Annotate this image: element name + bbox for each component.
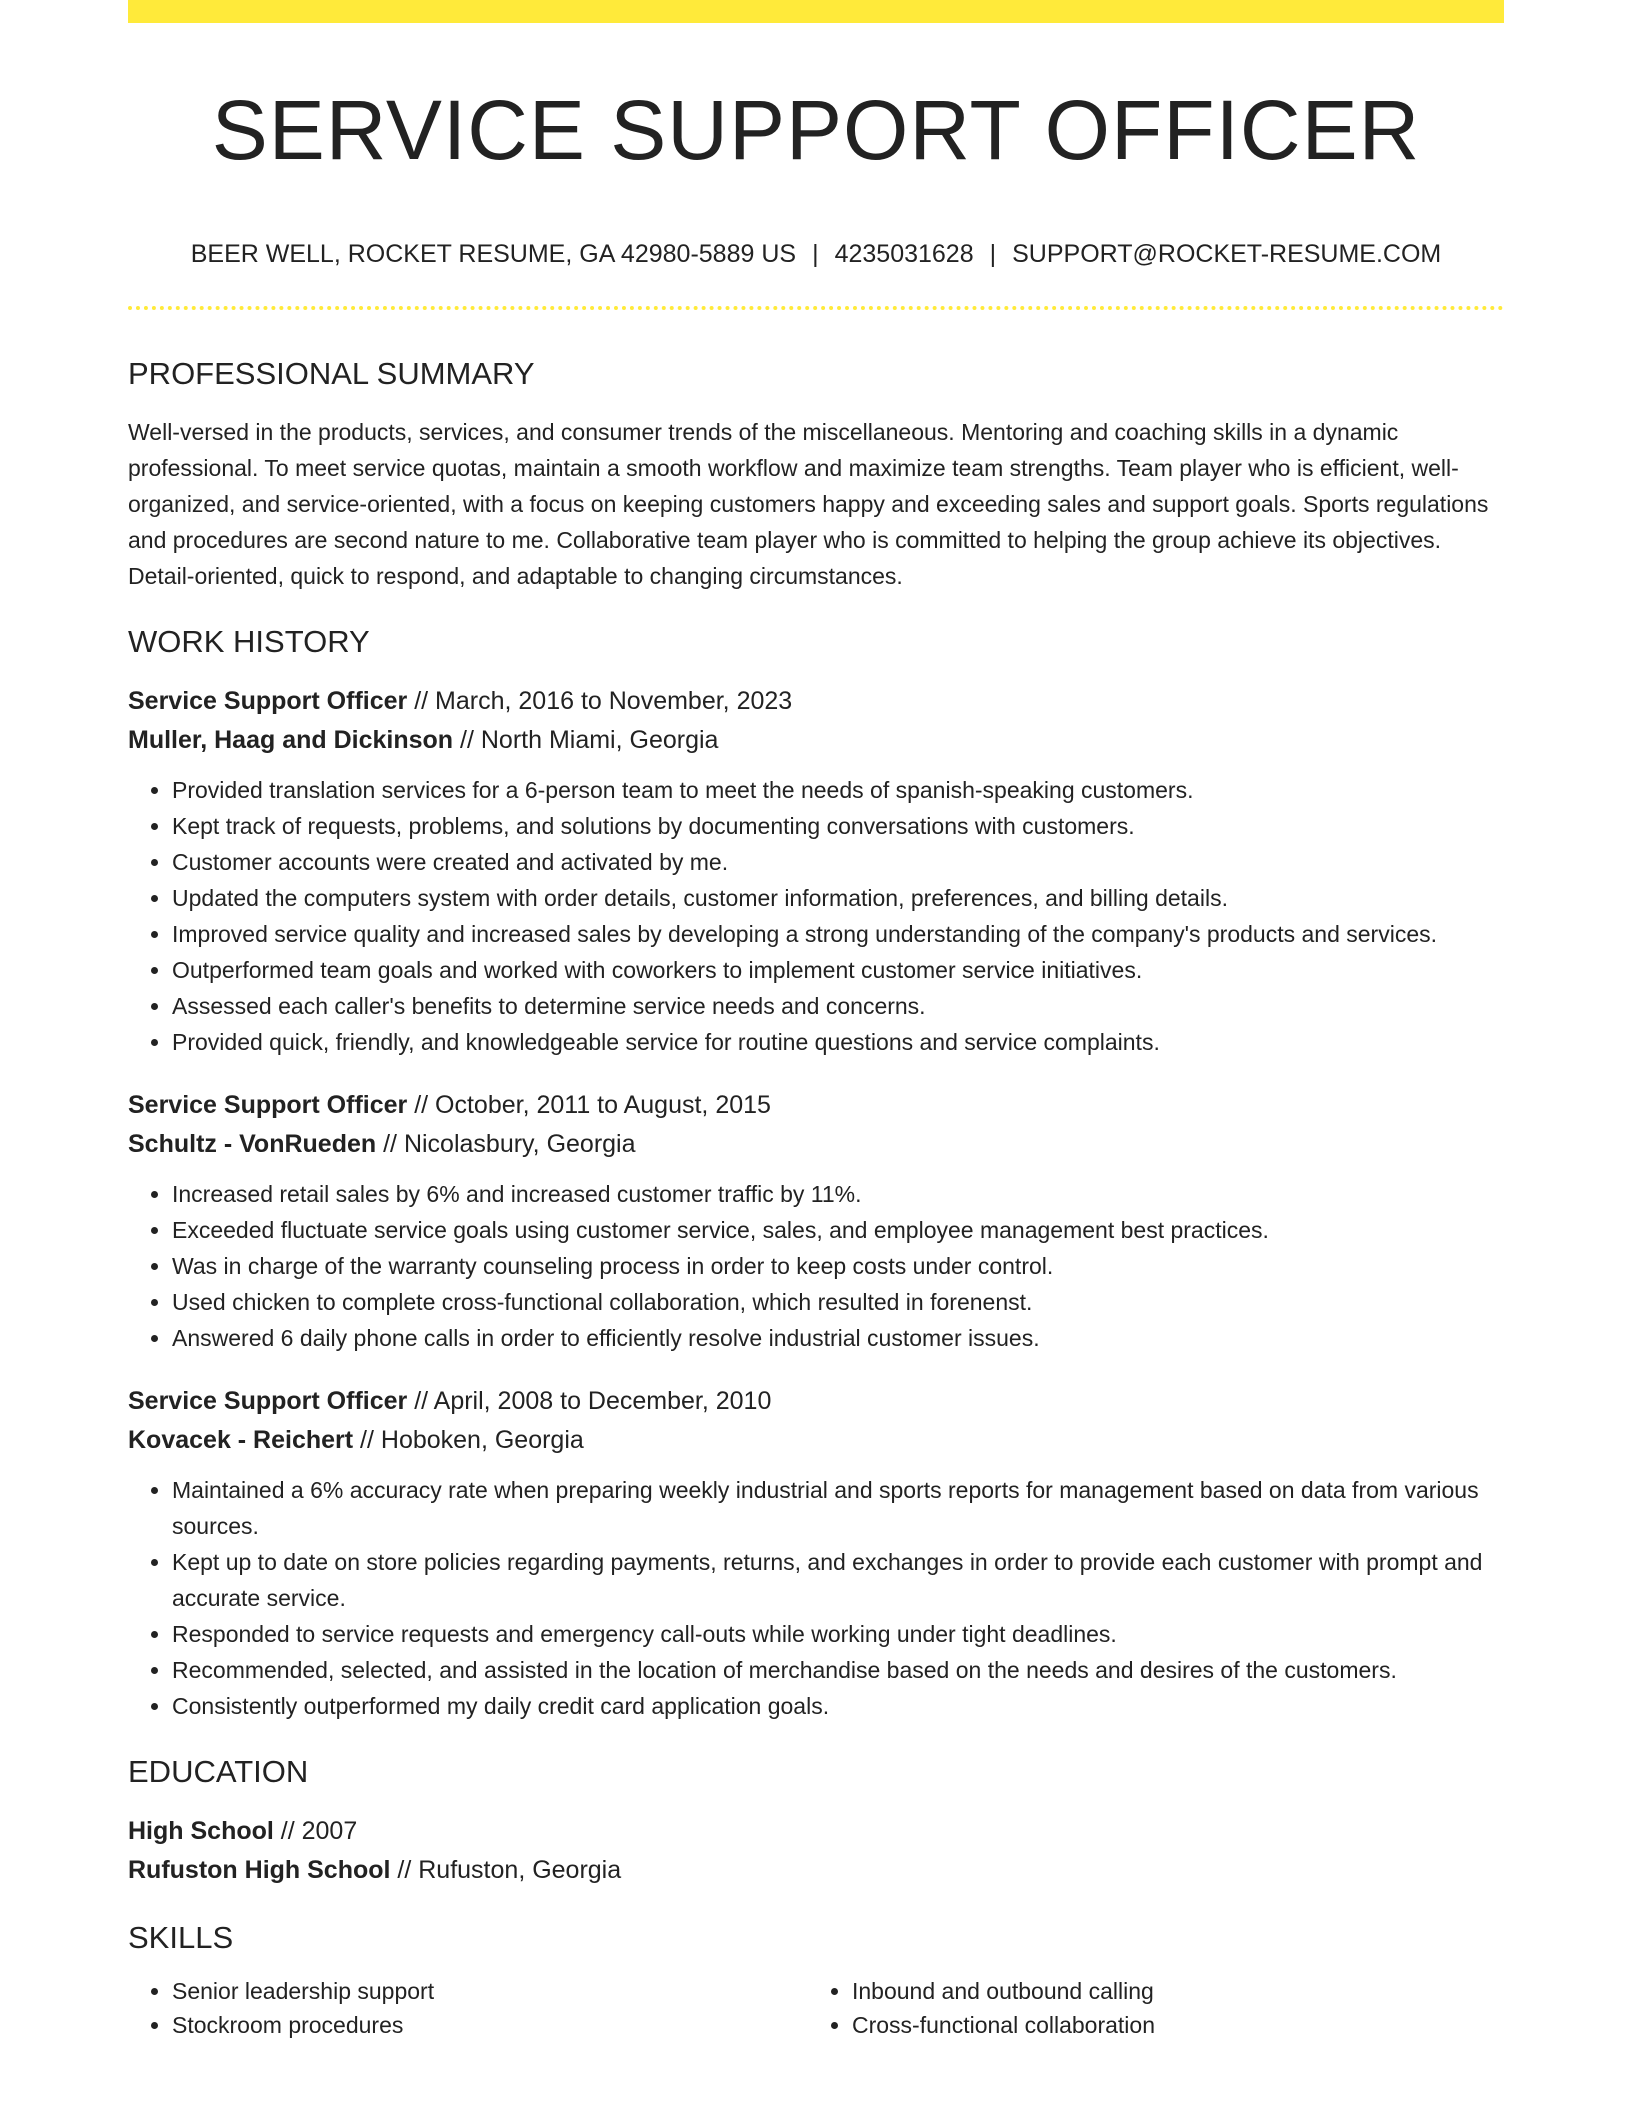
job-company-line	[128, 721, 1504, 760]
list-item: • Responded to service requests and emergency call-outs while working under tight deadlines.	[172, 1616, 1504, 1652]
list-item: • Outperformed team goals and worked with coworkers to implement customer service initiatives.	[172, 952, 1504, 988]
job-location: // Hoboken, Georgia	[353, 1426, 584, 1454]
job-company: Schultz - VonRueden	[128, 1130, 377, 1158]
job-entry	[128, 1086, 1504, 1356]
education-year: // 2007	[273, 1817, 358, 1845]
list-item: • Provided translation services for a 6-person team to meet the needs of spanish-speaking customers.	[172, 772, 1504, 808]
skills-title: SKILLS	[128, 1920, 234, 1955]
job-role-line	[128, 682, 1504, 721]
job-location: // North Miami, Georgia	[453, 726, 719, 754]
education-school: Rufuston High School	[128, 1856, 391, 1884]
list-item: • Recommended, selected, and assisted in the location of merchandise based on the needs and desires of the customers.	[172, 1652, 1504, 1688]
job-bullets	[128, 1472, 1504, 1724]
list-item: • Kept track of requests, problems, and solutions by documenting conversations with customers.	[172, 808, 1504, 844]
contact-separator: |	[989, 240, 997, 268]
list-item: • Cross-functional collaboration	[852, 2008, 1488, 2042]
education-entry	[128, 1812, 1504, 1890]
education-school-line	[128, 1851, 1504, 1890]
contact-separator: |	[812, 240, 819, 268]
work-history-title: WORK HISTORY	[128, 624, 370, 659]
job-entry	[128, 1382, 1504, 1724]
skills-list-right	[808, 1974, 1488, 2042]
job-role: Service Support Officer	[128, 1387, 408, 1415]
skills-columns	[128, 1974, 1504, 2042]
job-location: // Nicolasbury, Georgia	[376, 1130, 636, 1158]
job-dates: // March, 2016 to November, 2023	[407, 687, 793, 715]
job-company-line	[128, 1125, 1504, 1164]
list-item: • Answered 6 daily phone calls in order to efficiently resolve industrial customer issues.	[172, 1320, 1504, 1356]
page-title: SERVICE SUPPORT OFFICER	[211, 83, 1421, 177]
job-role: Service Support Officer	[128, 1091, 408, 1119]
job-bullets	[128, 772, 1504, 1060]
job-role-line	[128, 1382, 1504, 1421]
contact-phone: 4235031628	[834, 240, 974, 268]
job-role-line	[128, 1086, 1504, 1125]
list-item: • Provided quick, friendly, and knowledgeable service for routine questions and service complaints.	[172, 1024, 1504, 1060]
education-location: // Rufuston, Georgia	[390, 1856, 622, 1884]
summary-text: Well-versed in the products, services, and consumer trends of the miscellaneous. Mentoring and coaching skills in a dynamic professional. To meet service quotas, maintain a smooth workflow and maximize team strengths. Team player who is efficient, well-organized, and service-oriented, with a focus on keeping customers happy and exceeding sales and support goals. Sports regulations and procedures are second nature to me. Collaborative team player who is committed to helping the group achieve its objectives. Detail-oriented, quick to respond, and adaptable to changing circumstances.	[128, 419, 1489, 589]
job-company-line	[128, 1421, 1504, 1460]
dotted-divider	[128, 306, 1504, 310]
contact-email: SUPPORT@ROCKET-RESUME.COM	[1012, 240, 1442, 268]
job-entry	[128, 682, 1504, 1060]
list-item: • Increased retail sales by 6% and increased customer traffic by 11%.	[172, 1176, 1504, 1212]
list-item: • Consistently outperformed my daily credit card application goals.	[172, 1688, 1504, 1724]
list-item: • Stockroom procedures	[172, 2008, 808, 2042]
education-degree: High School	[128, 1817, 274, 1845]
list-item: • Inbound and outbound calling	[852, 1974, 1488, 2008]
job-dates: // October, 2011 to August, 2015	[407, 1091, 771, 1119]
skills-list-left	[128, 1974, 808, 2042]
education-degree-line	[128, 1812, 1504, 1851]
job-company: Muller, Haag and Dickinson	[128, 726, 454, 754]
list-item: • Customer accounts were created and activated by me.	[172, 844, 1504, 880]
job-dates: // April, 2008 to December, 2010	[407, 1387, 772, 1415]
summary-title: PROFESSIONAL SUMMARY	[128, 356, 535, 391]
accent-bar	[128, 0, 1504, 23]
list-item: • Used chicken to complete cross-functional collaboration, which resulted in forenenst.	[172, 1284, 1504, 1320]
list-item: • Senior leadership support	[172, 1974, 808, 2008]
list-item: • Updated the computers system with order details, customer information, preferences, and billing details.	[172, 880, 1504, 916]
job-company: Kovacek - Reichert	[128, 1426, 354, 1454]
list-item: • Improved service quality and increased sales by developing a strong understanding of the company's products and services.	[172, 916, 1504, 952]
list-item: • Kept up to date on store policies regarding payments, returns, and exchanges in order to provide each customer with prompt and accurate service.	[172, 1544, 1504, 1616]
resume-content	[128, 352, 1504, 2042]
job-bullets	[128, 1176, 1504, 1356]
list-item: • Maintained a 6% accuracy rate when preparing weekly industrial and sports reports for management based on data from various sources.	[172, 1472, 1504, 1544]
education-title: EDUCATION	[128, 1754, 309, 1789]
job-role: Service Support Officer	[128, 687, 408, 715]
list-item: • Exceeded fluctuate service goals using customer service, sales, and employee management best practices.	[172, 1212, 1504, 1248]
contact-line	[0, 236, 1632, 272]
list-item: • Was in charge of the warranty counseling process in order to keep costs under control.	[172, 1248, 1504, 1284]
list-item: • Assessed each caller's benefits to determine service needs and concerns.	[172, 988, 1504, 1024]
contact-address: BEER WELL, ROCKET RESUME, GA 42980-5889 US	[190, 240, 797, 268]
